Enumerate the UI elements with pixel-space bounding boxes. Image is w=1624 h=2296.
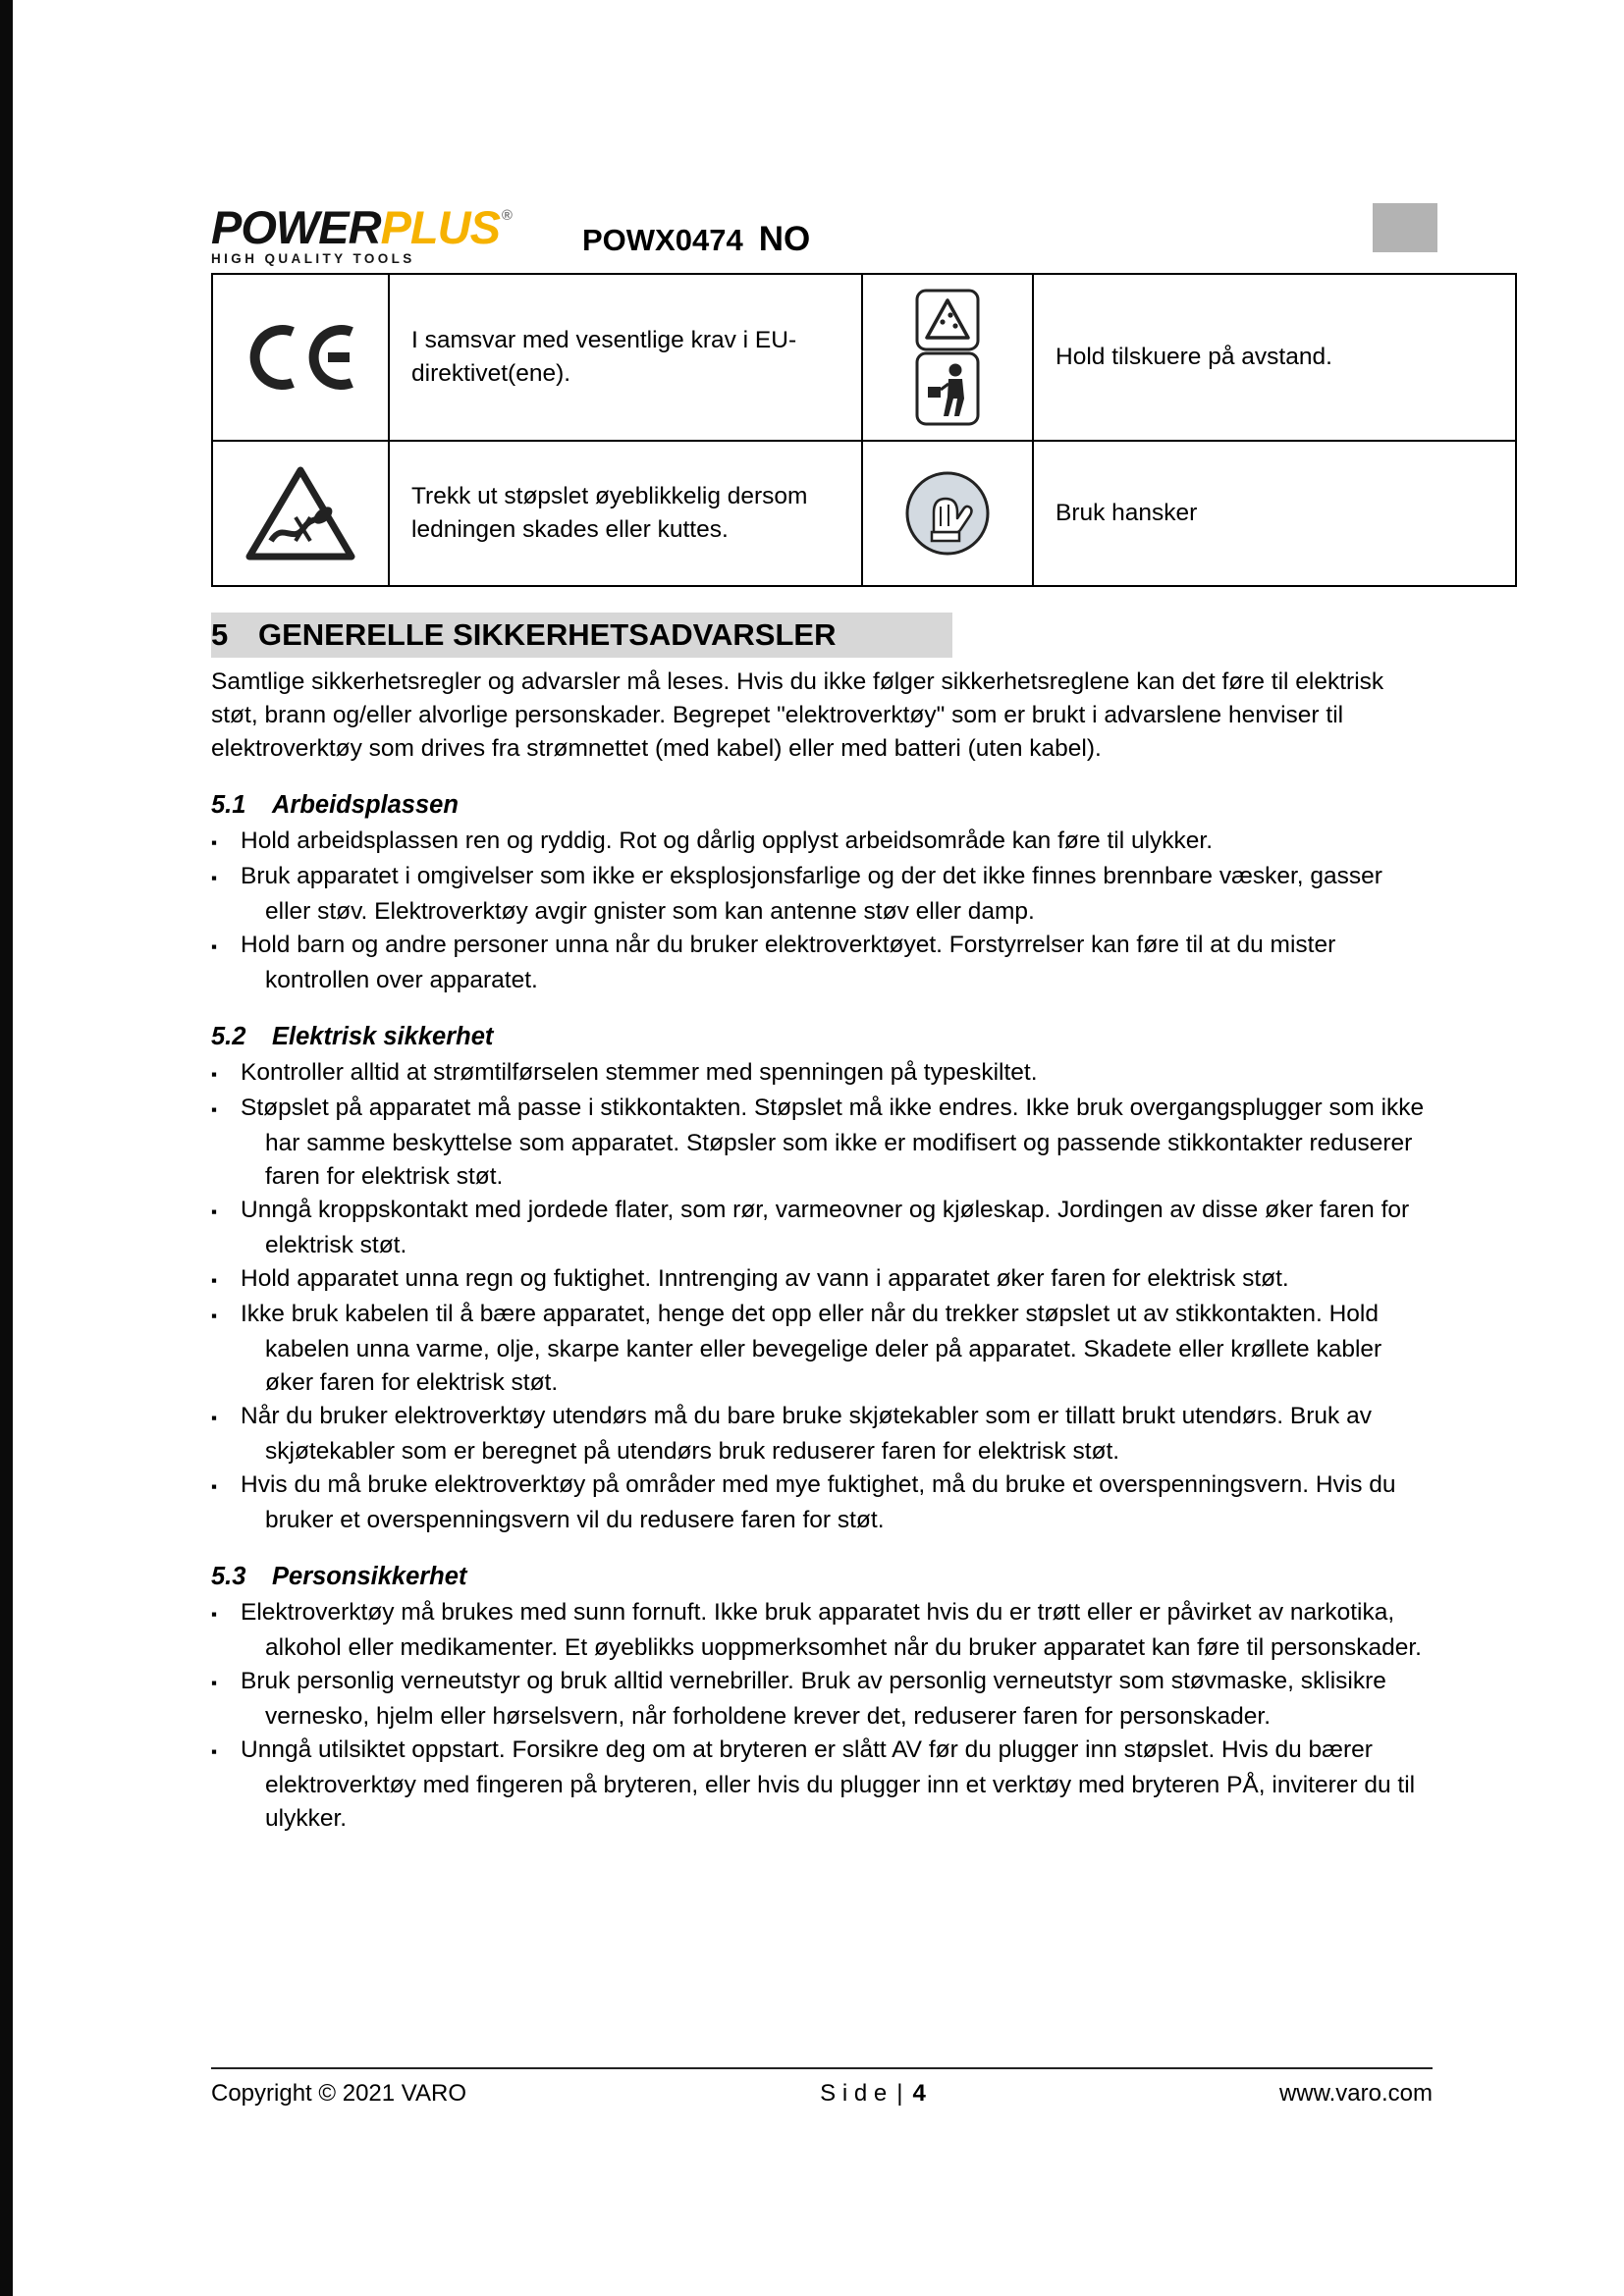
logo-text-plus: PLUS [380,201,500,253]
list-item [211,1734,1433,1836]
bullet-icon: ▪ [211,1307,218,1325]
list-item [211,1298,1433,1400]
bullet-text: Støpslet på apparatet må passe i stikkontakten. Støpslet må ikke endres. Ikke bruk overgangsplugger som ikke har samme beskyttelse som apparatet. Støpsler som ikke er modifisert og passende stikkontakter reduserer faren for elektrisk støt. [241,1095,1425,1190]
model-number: POWX0474 [582,223,743,257]
subsection-personsikkerhet [211,1561,1433,1836]
section-intro-paragraph: Samtlige sikkerhetsregler og advarsler må leses. Hvis du ikke følger sikkerhetsreglene kan det føre til elektrisk støt, brann og/eller alvorlige personskader. Begrepet "elektroverktøy" som er brukt i advarslene henviser til elektroverktøy som drives fra strømnettet (med kabel) eller med batteri (uten kabel). [211,668,1384,762]
copyright-text: Copyright © 2021 VARO [211,2080,467,2107]
logo-wordmark [211,192,512,251]
powerplus-logo [211,192,512,266]
bullet-icon: ▪ [211,1100,218,1119]
list-item [211,1596,1433,1665]
bullet-text: Hold arbeidsplassen ren og ryddig. Rot og dårlig opplyst arbeidsområde kan føre til ulykker. [241,828,1214,854]
language-code: NO [758,220,811,258]
cut-cable-cell [212,441,389,586]
bullet-icon: ▪ [211,1477,218,1496]
bystanders-cell [862,274,1033,441]
page-content [211,196,1433,1836]
gloves-cell [862,441,1033,586]
bullet-text: Hold apparatet unna regn og fuktighet. Inntrenging av vann i apparatet øker faren for elektrisk støt. [241,1265,1289,1292]
symbol-table-row [212,274,1516,441]
subsection-number: 5.1 [211,791,246,819]
page-indicator [820,2080,926,2108]
ce-mark-cell [212,274,389,441]
bullet-list [211,1596,1433,1836]
page-separator: | [896,2080,903,2107]
symbol-table [211,273,1517,587]
bullet-text: Hold barn og andre personer unna når du bruker elektroverktøyet. Forstyrrelser kan føre til at du mister kontrollen over apparatet. [241,932,1336,993]
subsection-arbeidsplassen [211,789,1433,997]
bullet-icon: ▪ [211,1065,218,1084]
symbol-description [389,274,862,441]
bullet-text: Ikke bruk kabelen til å bære apparatet, henge det opp eller når du trekker støpslet ut av stikkontakten. Hold kabelen unna varme, olje, skarpe kanter eller bevegelige deler på apparatet. Skadete eller krøllete kabler øker faren for elektrisk støt. [241,1301,1382,1396]
bullet-text: Unngå kroppskontakt med jordede flater, som rør, varmeovner og kjøleskap. Jordingen av disse øker faren for elektrisk støt. [241,1197,1410,1258]
symbol-text: Trekk ut støpslet øyeblikkelig dersom ledningen skades eller kuttes. [411,483,808,543]
section-title: GENERELLE SIKKERHETSADVARSLER [258,617,837,652]
cut-cable-warning-icon [242,462,359,565]
bullet-icon: ▪ [211,1742,218,1761]
logo-text-power: POWER [211,201,381,253]
symbol-text: Bruk hansker [1056,500,1198,526]
subsection-title: Personsikkerhet [272,1563,467,1590]
section-number: 5 [211,617,229,652]
bullet-text: Unngå utilsiktet oppstart. Forsikre deg om at bryteren er slått AV før du plugger inn støpslet. Hvis du bærer elektroverktøy med fingeren på bryteren, eller hvis du plugger inn et verktøy med bryteren PÅ, inviterer du til ulykker. [241,1736,1416,1832]
scan-edge-strip [0,0,13,2296]
subsection-heading [211,1561,1433,1592]
list-item [211,1056,1433,1092]
symbol-text: I samsvar med vesentlige krav i EU-direktivet(ene). [411,327,797,387]
bullet-icon: ▪ [211,1271,218,1290]
bullet-text: Når du bruker elektroverktøy utendørs må du bare bruke skjøtekabler som er tillatt brukt utendørs. Bruk av skjøtekabler som er beregnet på utendørs bruk reduserer faren for elektrisk støt. [241,1403,1372,1465]
symbol-description [389,441,862,586]
bullet-text: Bruk personlig verneutstyr og bruk alltid vernebriller. Bruk av personlig verneutstyr som støvmaske, sklisikre vernesko, hjelm eller hørselsvern, når forholdene krever det, reduserer faren for personskader. [241,1668,1386,1730]
list-item [211,1262,1433,1298]
bullet-text: Kontroller alltid at strømtilførselen stemmer med spenningen på typeskiltet. [241,1059,1038,1086]
bullet-icon: ▪ [211,1674,218,1692]
symbol-description [1033,441,1516,586]
list-item [211,825,1433,860]
bullet-text: Elektroverktøy må brukes med sunn fornuft. Ikke bruk apparatet hvis du er trøtt eller er påvirket av narkotika, alkohol eller medikamenter. Et øyeblikks uoppmerksomhet når du bruker apparatet kan føre til personskader. [241,1599,1422,1661]
subsection-number: 5.2 [211,1023,246,1050]
wear-gloves-icon [903,469,992,558]
page-footer [211,2067,1433,2108]
bullet-icon: ▪ [211,869,218,887]
bullet-text: Hvis du må bruke elektroverktøy på områder med mye fuktighet, må du bruke et overspenningsvern. Hvis du bruker et overspenningsvern vil du redusere faren for støt. [241,1471,1396,1533]
list-item [211,929,1433,997]
ce-mark-icon [242,322,359,393]
website-url: www.varo.com [1278,2080,1433,2107]
keep-bystanders-away-icon [915,289,980,426]
page-number: 4 [912,2080,926,2107]
symbol-text: Hold tilskuere på avstand. [1056,344,1332,370]
subsection-title: Arbeidsplassen [272,791,459,819]
list-item [211,1400,1433,1468]
document-header [211,196,1433,267]
symbol-description [1033,274,1516,441]
list-item [211,1665,1433,1734]
subsection-heading [211,1021,1433,1052]
list-item [211,1468,1433,1537]
list-item [211,1194,1433,1262]
bullet-icon: ▪ [211,937,218,956]
bullet-list [211,825,1433,997]
bullet-text: Bruk apparatet i omgivelser som ikke er eksplosjonsfarlige og der det ikke finnes brennbare væsker, gasser eller støv. Elektroverktøy avgir gnister som kan antenne støv eller damp. [241,863,1382,925]
page-word: S i d e [820,2080,888,2107]
bullet-icon: ▪ [211,1605,218,1624]
bullet-icon: ▪ [211,833,218,852]
bullet-list [211,1056,1433,1537]
list-item [211,860,1433,929]
section-heading [211,613,952,658]
registered-trademark-icon: ® [501,207,512,224]
bullet-icon: ▪ [211,1409,218,1427]
subsection-number: 5.3 [211,1563,246,1590]
symbol-table-row [212,441,1516,586]
bullet-icon: ▪ [211,1202,218,1221]
subsection-elektrisk-sikkerhet [211,1021,1433,1537]
document-title [582,220,810,259]
subsection-heading [211,789,1433,821]
logo-tagline: HIGH QUALITY TOOLS [211,251,415,266]
subsection-title: Elektrisk sikkerhet [272,1023,494,1050]
list-item [211,1092,1433,1194]
